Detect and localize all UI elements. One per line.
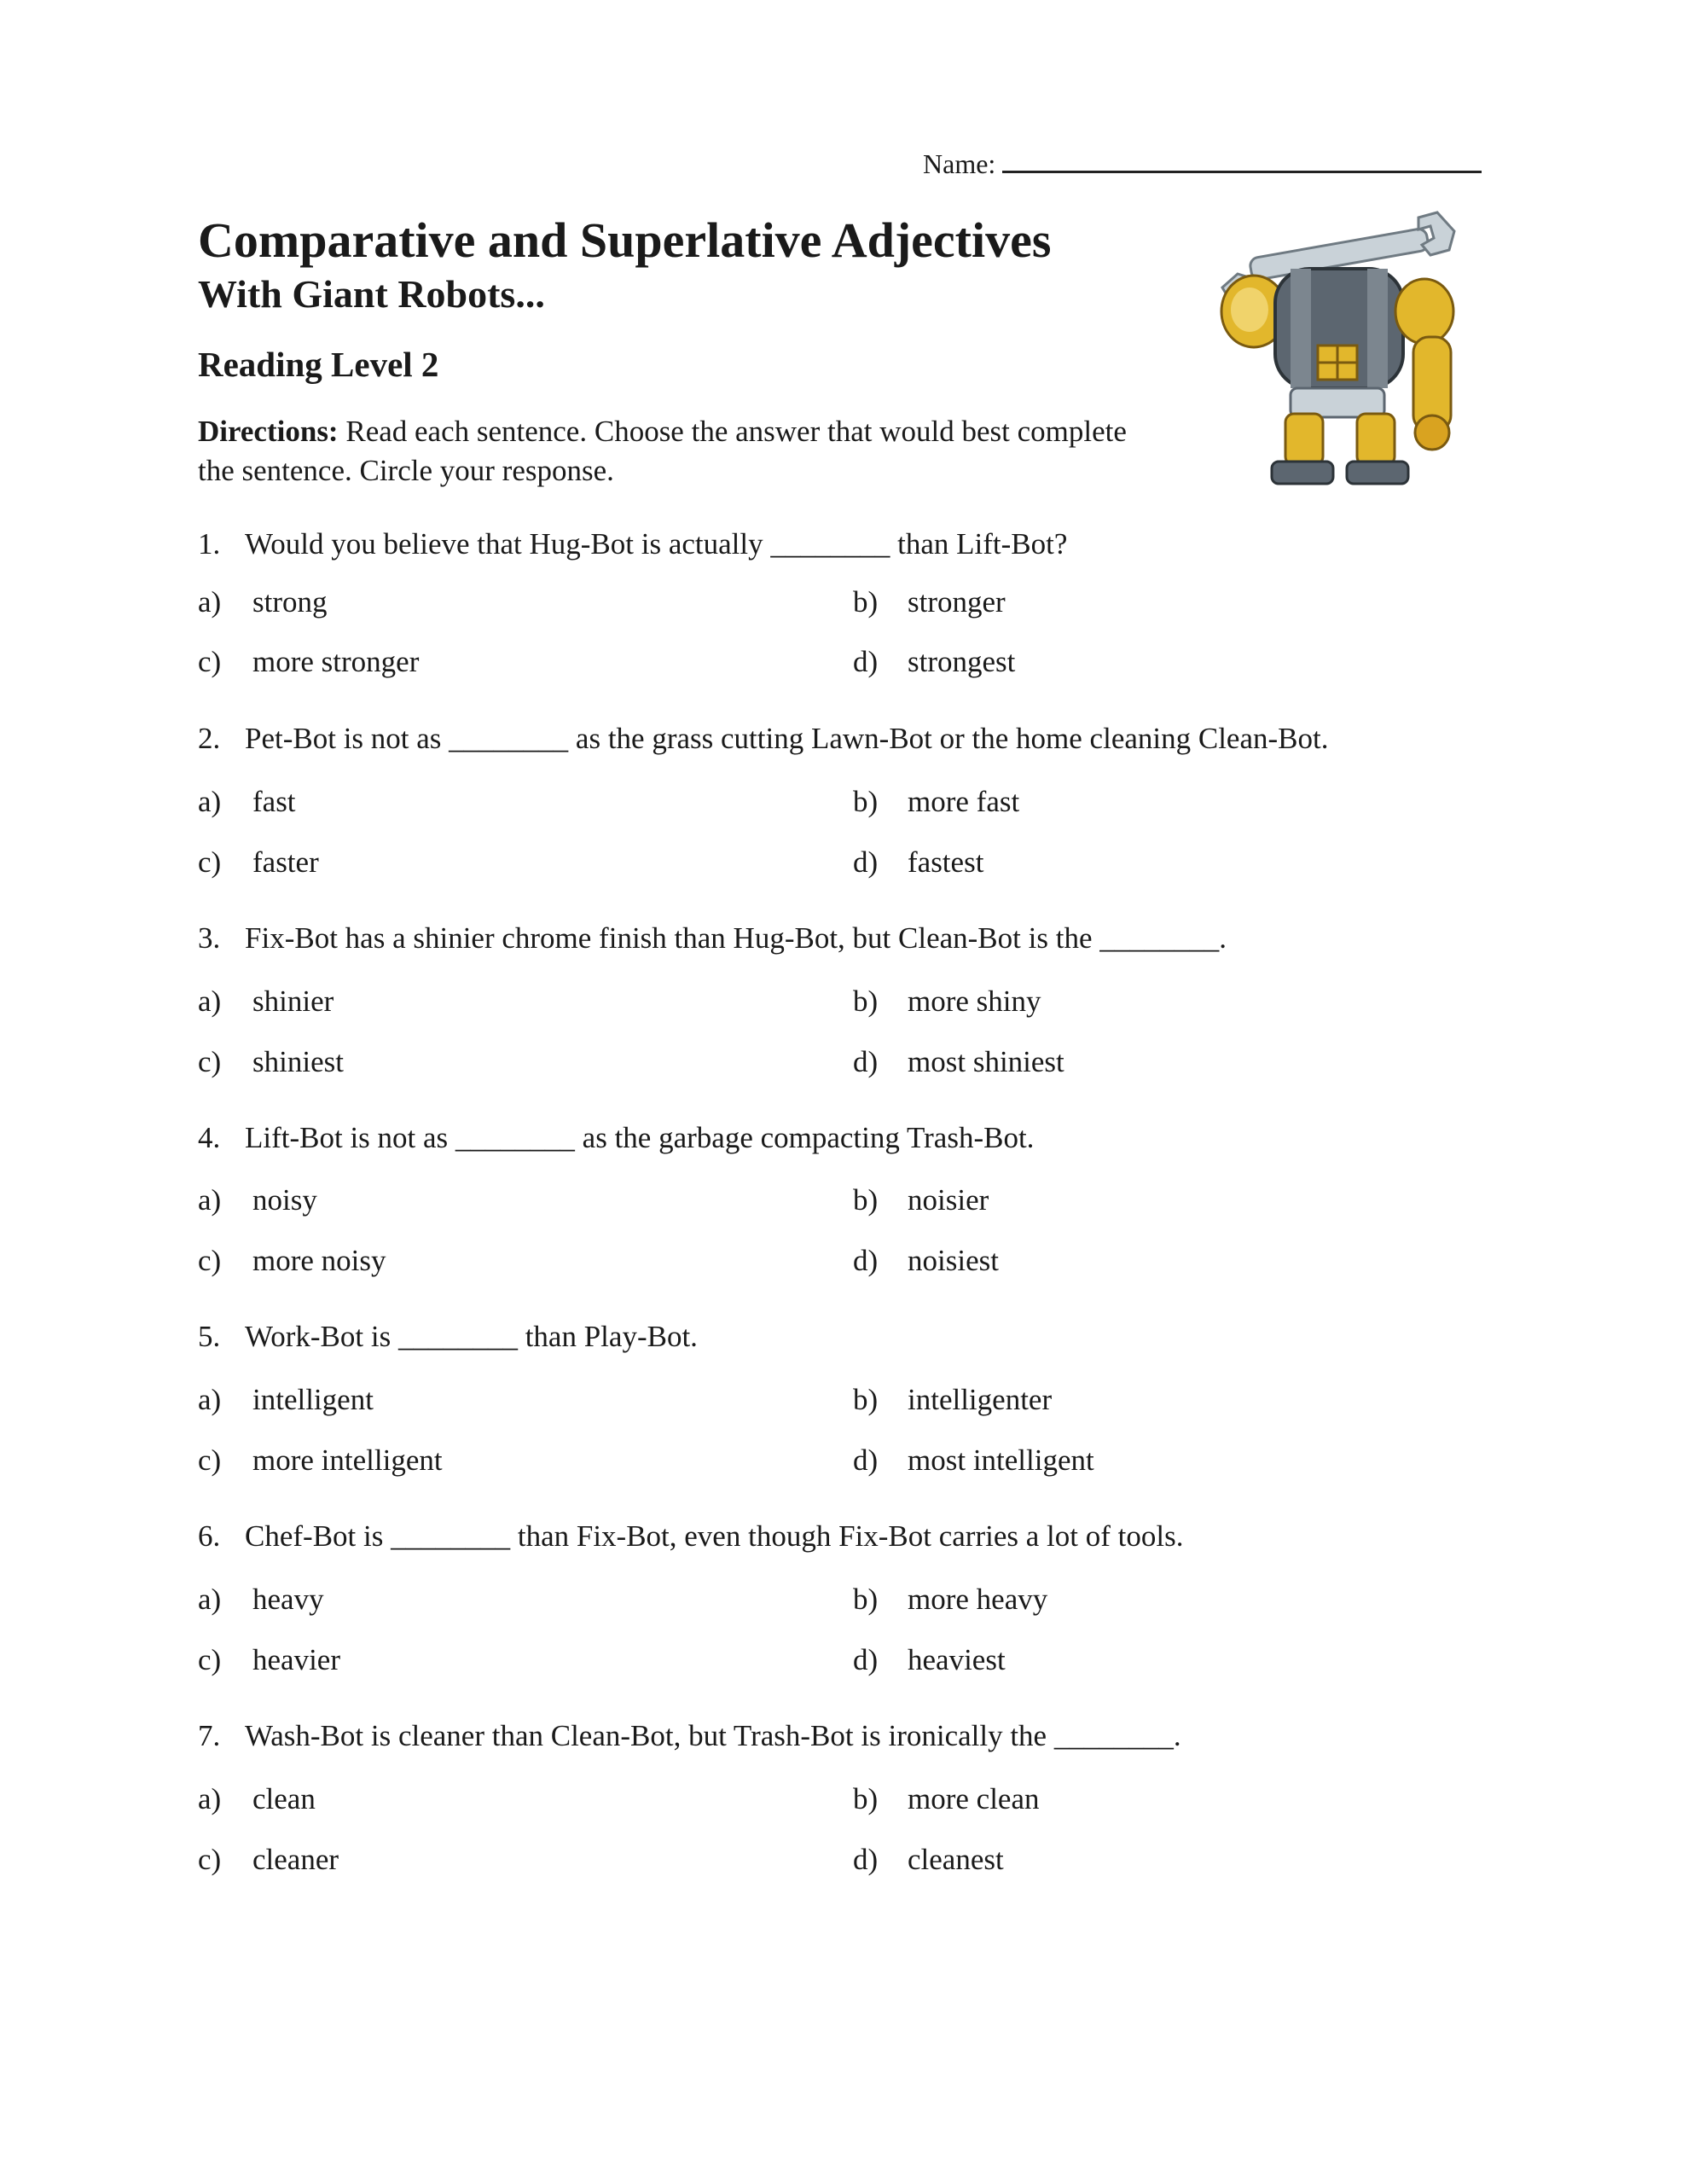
name-field-row: [923, 145, 1482, 180]
option-7b[interactable]: [853, 1782, 1040, 1816]
option-letter: b): [853, 1782, 879, 1815]
directions-label: Directions:: [198, 415, 339, 448]
option-4c[interactable]: [198, 1244, 386, 1278]
option-2d[interactable]: [853, 845, 983, 880]
option-text: strongest: [908, 645, 1016, 678]
question-6: [198, 1519, 1183, 1554]
option-letter: d): [853, 1643, 879, 1676]
option-letter: d): [853, 1244, 879, 1277]
option-2c[interactable]: [198, 845, 319, 880]
option-letter: a): [198, 1782, 222, 1815]
option-3a[interactable]: [198, 985, 334, 1019]
option-text: intelligenter: [908, 1383, 1053, 1416]
option-letter: c): [198, 645, 222, 678]
option-letter: c): [198, 1244, 222, 1277]
option-text: cleaner: [252, 1843, 339, 1876]
option-4b[interactable]: [853, 1183, 989, 1217]
option-5c[interactable]: [198, 1443, 443, 1478]
option-text: most shiniest: [908, 1045, 1064, 1078]
option-text: heaviest: [908, 1643, 1006, 1676]
option-text: noisy: [252, 1183, 317, 1217]
question-text: Fix-Bot has a shinier chrome finish than Hug-Bot, but Clean-Bot is the ________.: [245, 921, 1227, 955]
option-letter: c): [198, 1045, 222, 1078]
name-write-line[interactable]: [1002, 145, 1482, 173]
option-text: heavy: [252, 1583, 324, 1616]
option-text: fast: [252, 785, 296, 818]
worksheet-subtitle: With Giant Robots...: [198, 272, 545, 316]
option-letter: b): [853, 585, 879, 619]
option-7a[interactable]: [198, 1782, 316, 1816]
option-text: cleanest: [908, 1843, 1004, 1876]
option-4d[interactable]: [853, 1244, 999, 1278]
option-text: more heavy: [908, 1583, 1048, 1616]
question-text: Would you believe that Hug-Bot is actually ________ than Lift-Bot?: [245, 527, 1068, 561]
option-text: clean: [252, 1782, 316, 1815]
question-text: Work-Bot is ________ than Play-Bot.: [245, 1320, 698, 1353]
question-number: 3.: [198, 921, 221, 955]
option-letter: c): [198, 1443, 222, 1477]
option-3d[interactable]: [853, 1045, 1064, 1079]
option-letter: c): [198, 1843, 222, 1876]
question-number: 5.: [198, 1320, 221, 1353]
option-7d[interactable]: [853, 1843, 1004, 1877]
option-letter: b): [853, 785, 879, 818]
question-number: 4.: [198, 1121, 221, 1154]
option-letter: b): [853, 985, 879, 1018]
option-text: intelligent: [252, 1383, 374, 1416]
option-letter: a): [198, 1183, 222, 1217]
question-number: 2.: [198, 722, 221, 755]
option-6d[interactable]: [853, 1643, 1006, 1677]
option-6c[interactable]: [198, 1643, 340, 1677]
option-6b[interactable]: [853, 1583, 1047, 1617]
option-text: shiniest: [252, 1045, 344, 1078]
option-text: strong: [252, 585, 328, 619]
directions: [198, 412, 1153, 491]
option-6a[interactable]: [198, 1583, 324, 1617]
option-text: more fast: [908, 785, 1020, 818]
option-letter: a): [198, 785, 222, 818]
option-3b[interactable]: [853, 985, 1041, 1019]
option-text: heavier: [252, 1643, 340, 1676]
question-number: 6.: [198, 1519, 221, 1553]
option-text: fastest: [908, 845, 984, 879]
question-text: Wash-Bot is cleaner than Clean-Bot, but Trash-Bot is ironically the ________.: [245, 1719, 1181, 1752]
option-7c[interactable]: [198, 1843, 339, 1877]
directions-text: Read each sentence. Choose the answer that would best complete the sentence. Circle your response.: [198, 415, 1127, 487]
question-1: [198, 527, 1067, 561]
option-letter: c): [198, 845, 222, 879]
option-3c[interactable]: [198, 1045, 344, 1079]
robot-illustration-icon: [1190, 209, 1480, 491]
option-1d[interactable]: [853, 645, 1015, 679]
question-text: Pet-Bot is not as ________ as the grass cutting Lawn-Bot or the home cleaning Clean-Bot.: [245, 722, 1329, 755]
option-text: noisier: [908, 1183, 989, 1217]
option-letter: a): [198, 1383, 222, 1416]
question-5: [198, 1320, 698, 1354]
option-text: stronger: [908, 585, 1006, 619]
question-number: 1.: [198, 527, 221, 561]
option-letter: b): [853, 1183, 879, 1217]
name-label: Name:: [923, 148, 996, 179]
option-2a[interactable]: [198, 785, 296, 819]
option-text: shinier: [252, 985, 334, 1018]
question-7: [198, 1719, 1181, 1753]
option-letter: d): [853, 1843, 879, 1876]
option-letter: a): [198, 585, 222, 619]
option-5a[interactable]: [198, 1383, 374, 1417]
option-letter: a): [198, 1583, 222, 1616]
reading-level: Reading Level 2: [198, 345, 439, 384]
option-letter: c): [198, 1643, 222, 1676]
option-text: more intelligent: [252, 1443, 443, 1477]
worksheet-title: Comparative and Superlative Adjectives: [198, 212, 1052, 268]
option-text: more shiny: [908, 985, 1041, 1018]
option-letter: d): [853, 645, 879, 678]
option-1b[interactable]: [853, 585, 1006, 619]
option-1a[interactable]: [198, 585, 328, 619]
question-text: Chef-Bot is ________ than Fix-Bot, even though Fix-Bot carries a lot of tools.: [245, 1519, 1184, 1553]
option-text: noisiest: [908, 1244, 999, 1277]
option-5b[interactable]: [853, 1383, 1052, 1417]
option-letter: d): [853, 1045, 879, 1078]
option-text: more noisy: [252, 1244, 386, 1277]
question-number: 7.: [198, 1719, 221, 1752]
option-letter: d): [853, 845, 879, 879]
option-letter: b): [853, 1383, 879, 1416]
option-2b[interactable]: [853, 785, 1019, 819]
option-letter: b): [853, 1583, 879, 1616]
option-letter: a): [198, 985, 222, 1018]
question-2: [198, 722, 1328, 756]
question-3: [198, 921, 1227, 956]
option-text: faster: [252, 845, 319, 879]
option-text: more clean: [908, 1782, 1040, 1815]
option-text: most intelligent: [908, 1443, 1094, 1477]
option-text: more stronger: [252, 645, 420, 678]
option-4a[interactable]: [198, 1183, 317, 1217]
option-letter: d): [853, 1443, 879, 1477]
option-5d[interactable]: [853, 1443, 1094, 1478]
question-text: Lift-Bot is not as ________ as the garbage compacting Trash-Bot.: [245, 1121, 1035, 1154]
option-1c[interactable]: [198, 645, 419, 679]
question-4: [198, 1121, 1034, 1155]
